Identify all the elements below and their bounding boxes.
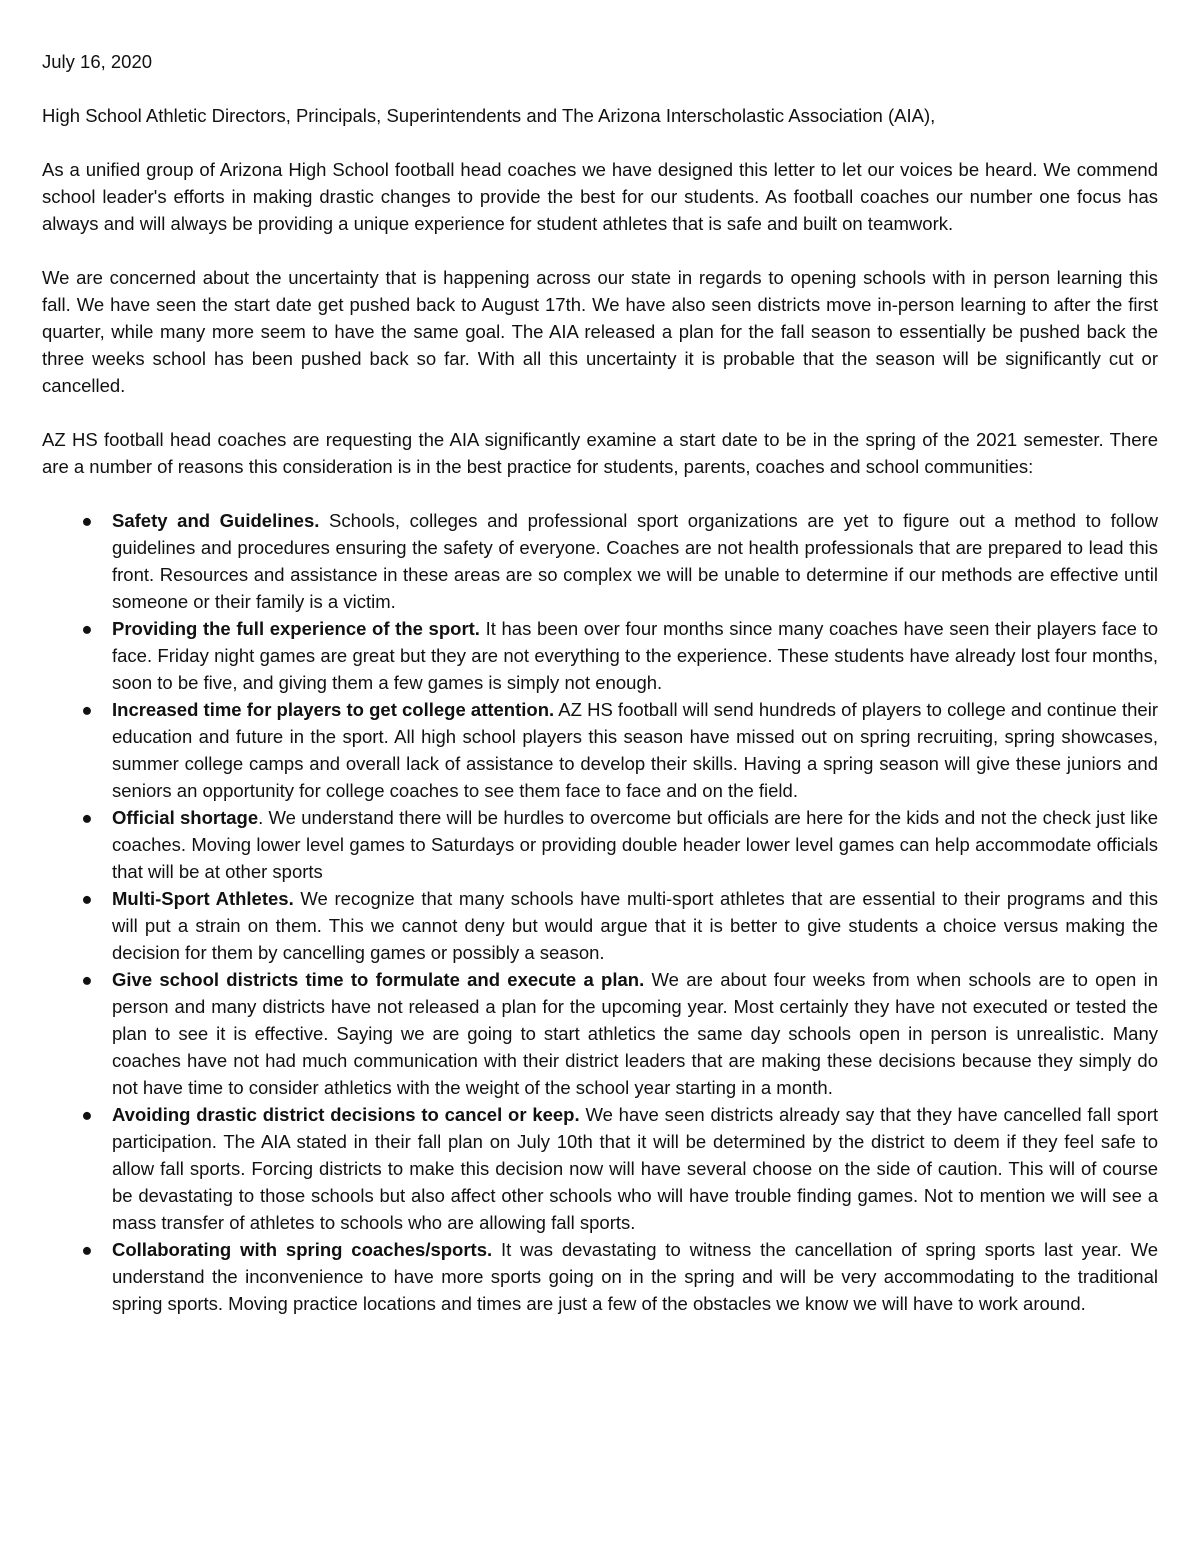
list-item-text: It was devastating to witness the cancellation of spring sports last year. We understand the inconvenience to have more sports going on in the spring and will be very accommodating to the traditional spring sports. Moving practice locations and times are just a few of the obstacles we know we will have to work around. xyxy=(112,1239,1158,1314)
list-item-lead: Give school districts time to formulate and execute a plan. xyxy=(112,969,645,990)
list-item-lead: Official shortage xyxy=(112,807,259,828)
list-item-text: AZ HS football will send hundreds of players to college and continue their education and future in the sport. All high school players this season have missed out on spring recruiting, spring showcases, summer college camps and overall lack of assistance to develop their skills. Having a spring season will give these juniors and seniors an opportunity for college coaches to see them face to face and on the field. xyxy=(112,699,1158,801)
list-item xyxy=(42,507,1158,615)
list-item-lead: Collaborating with spring coaches/sports. xyxy=(112,1239,493,1260)
date-line: July 16, 2020 xyxy=(42,51,153,72)
list-item xyxy=(42,804,1158,885)
list-item-text: We recognize that many schools have multi-sport athletes that are essential to their programs and this will put a strain on them. This we cannot deny but would argue that it is better to give students a choice versus making the decision for them by cancelling games or possibly a season. xyxy=(112,888,1158,963)
bullet-point-icon: ● xyxy=(81,969,93,990)
paragraph-2: We are concerned about the uncertainty that is happening across our state in regards to opening schools with in person learning this fall. We have seen the start date get pushed back to August 17th. We have also seen districts move in-person learning to after the first quarter, while many more seem to have the same goal. The AIA released a plan for the fall season to essentially be pushed back the three weeks school has been pushed back so far. With all this uncertainty it is probable that the season will be significantly cut or cancelled. xyxy=(42,267,1158,396)
list-item-text: It has been over four months since many coaches have seen their players face to face. Friday night games are great but they are not everything to the experience. These students have already lost four months, soon to be five, and giving them a few games is simply not enough. xyxy=(112,618,1159,693)
list-item-lead: Avoiding drastic district decisions to cancel or keep. xyxy=(112,1104,580,1125)
list-item xyxy=(42,885,1158,966)
list-item-lead: Increased time for players to get college attention. xyxy=(112,699,555,720)
bullet-point-icon: ● xyxy=(81,1104,93,1125)
bullet-point-icon: ● xyxy=(81,618,93,639)
list-item-lead: Providing the full experience of the sport. xyxy=(112,618,480,639)
list-item xyxy=(42,696,1158,804)
list-item-lead: Multi-Sport Athletes. xyxy=(112,888,294,909)
bullet-point-icon: ● xyxy=(81,699,93,720)
document-body xyxy=(42,42,1158,1317)
list-item xyxy=(42,1236,1158,1317)
bullet-point-icon: ● xyxy=(81,888,93,909)
salutation-line: High School Athletic Directors, Principals, Superintendents and The Arizona Interscholastic Association (AIA), xyxy=(42,105,936,126)
list-item xyxy=(42,966,1158,1101)
list-item-lead: Safety and Guidelines. xyxy=(112,510,320,531)
bullet-point-icon: ● xyxy=(81,510,93,531)
list-item xyxy=(42,615,1158,696)
paragraph-1: As a unified group of Arizona High School football head coaches we have designed this letter to let our voices be heard. We commend school leader's efforts in making drastic changes to provide the best for our students. As football coaches our number one focus has always and will always be providing a unique experience for student athletes that is safe and built on teamwork. xyxy=(42,159,1158,234)
bullet-point-icon: ● xyxy=(81,1239,93,1260)
paragraph-3: AZ HS football head coaches are requesting the AIA significantly examine a start date to be in the spring of the 2021 semester. There are a number of reasons this consideration is in the best practice for students, parents, coaches and school communities: xyxy=(42,429,1158,477)
list-item-text: We have seen districts already say that they have cancelled fall sport participation. The AIA stated in their fall plan on July 10th that it will be determined by the district to deem if they feel safe to allow fall sports. Forcing districts to make this decision now will have several choose on the side of caution. This will of course be devastating to those schools but also affect other schools who will have trouble finding games. Not to mention we will see a mass transfer of athletes to schools who are allowing fall sports. xyxy=(112,1104,1158,1233)
bullet-point-icon: ● xyxy=(81,807,93,828)
reasons-bullet-list xyxy=(42,480,1158,1317)
list-item xyxy=(42,1101,1158,1236)
list-item-text: Schools, colleges and professional sport organizations are yet to figure out a method to follow guidelines and procedures ensuring the safety of everyone. Coaches are not health professionals that are prepared to lead this front. Resources and assistance in these areas are so complex we will be unable to determine if our methods are effective until someone or their family is a victim. xyxy=(112,510,1158,612)
list-item-text: We are about four weeks from when schools are to open in person and many districts have not released a plan for the upcoming year. Most certainly they have not executed or tested the plan to see it is effective. Saying we are going to start athletics the same day schools open in person is unrealistic. Many coaches have not had much communication with their district leaders that are making these decisions because they simply do not have time to consider athletics with the weight of the school year starting in a month. xyxy=(112,969,1158,1098)
list-item-text: . We understand there will be hurdles to overcome but officials are here for the kids and not the check just like coaches. Moving lower level games to Saturdays or providing double header lower level games can help accommodate officials that will be at other sports xyxy=(112,807,1158,882)
